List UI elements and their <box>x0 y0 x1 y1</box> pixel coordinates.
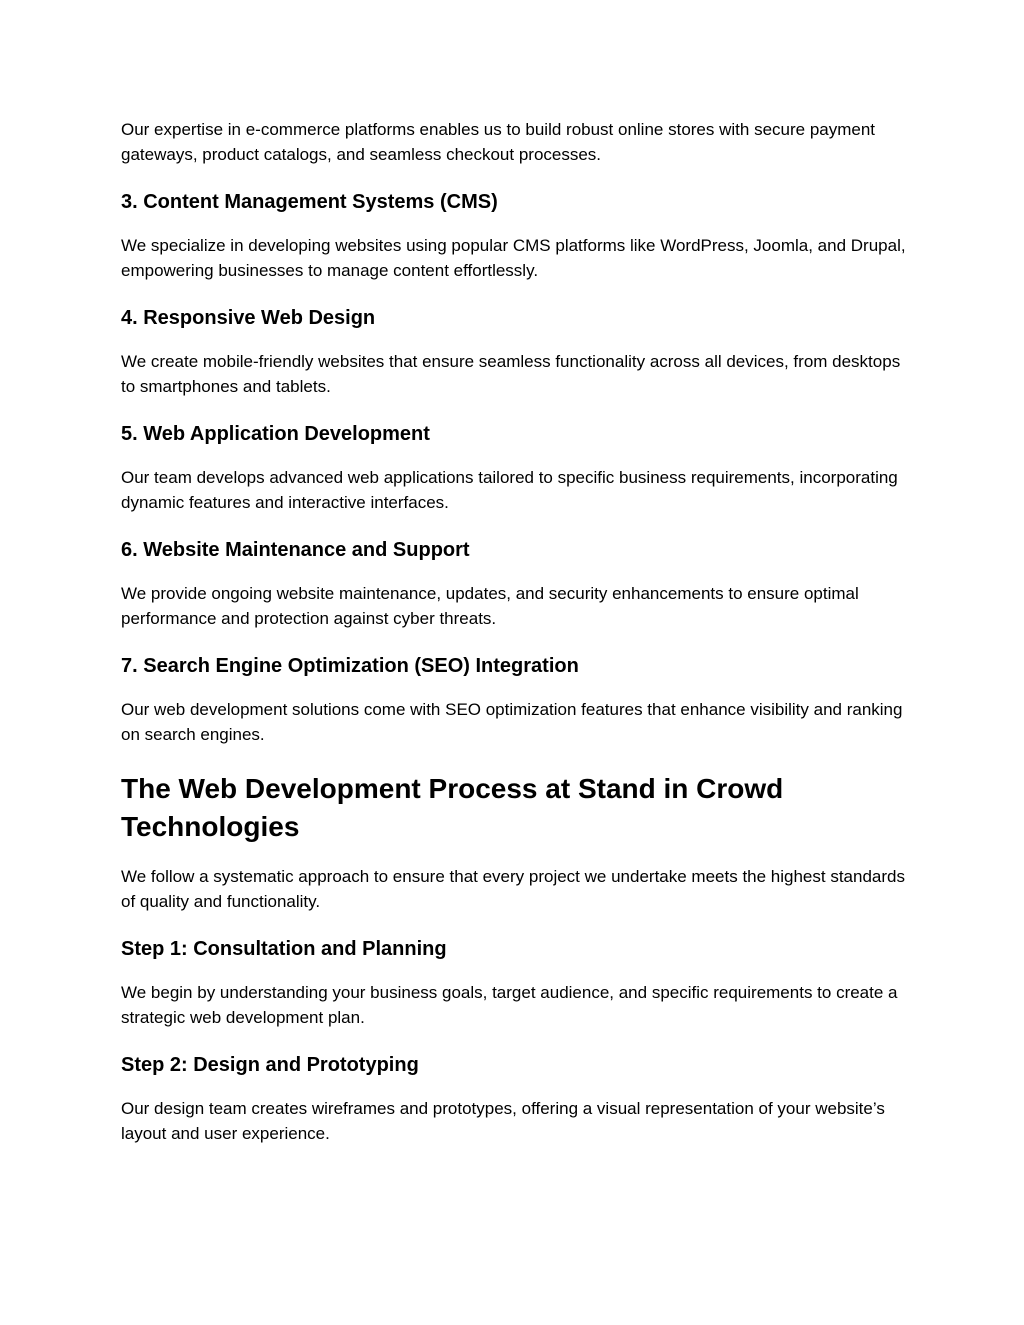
step2-heading: Step 2: Design and Prototyping <box>121 1054 419 1076</box>
step2-paragraph: Our design team creates wireframes and prototypes, offering a visual representation of your website’s layout and user experience. <box>121 1099 885 1143</box>
step1-heading: Step 1: Consultation and Planning <box>121 938 447 960</box>
cms-heading: 3. Content Management Systems (CMS) <box>121 191 498 213</box>
maintenance-heading: 6. Website Maintenance and Support <box>121 539 470 561</box>
step1-paragraph: We begin by understanding your business goals, target audience, and specific requirements to create a strategic web development plan. <box>121 983 898 1027</box>
webapp-paragraph: Our team develops advanced web applications tailored to specific business requirements, incorporating dynamic features and interactive interfaces. <box>121 468 898 512</box>
responsive-heading: 4. Responsive Web Design <box>121 307 376 329</box>
seo-heading: 7. Search Engine Optimization (SEO) Integration <box>121 655 579 677</box>
document-body <box>121 118 911 1146</box>
seo-paragraph: Our web development solutions come with SEO optimization features that enhance visibility and ranking on search engines. <box>121 700 903 744</box>
responsive-paragraph: We create mobile-friendly websites that ensure seamless functionality across all devices, from desktops to smartphones and tablets. <box>121 352 901 396</box>
webapp-heading: 5. Web Application Development <box>121 423 430 445</box>
maintenance-paragraph: We provide ongoing website maintenance, updates, and security enhancements to ensure optimal performance and protection against cyber threats. <box>121 584 859 628</box>
process-section-title: The Web Development Process at Stand in Crowd Technologies <box>121 773 784 842</box>
ecommerce-paragraph: Our expertise in e-commerce platforms enables us to build robust online stores with secure payment gateways, product catalogs, and seamless checkout processes. <box>121 120 876 164</box>
cms-paragraph: We specialize in developing websites using popular CMS platforms like WordPress, Joomla, and Drupal, empowering businesses to manage content effortlessly. <box>121 236 906 280</box>
process-paragraph: We follow a systematic approach to ensure that every project we undertake meets the highest standards of quality and functionality. <box>121 867 905 911</box>
